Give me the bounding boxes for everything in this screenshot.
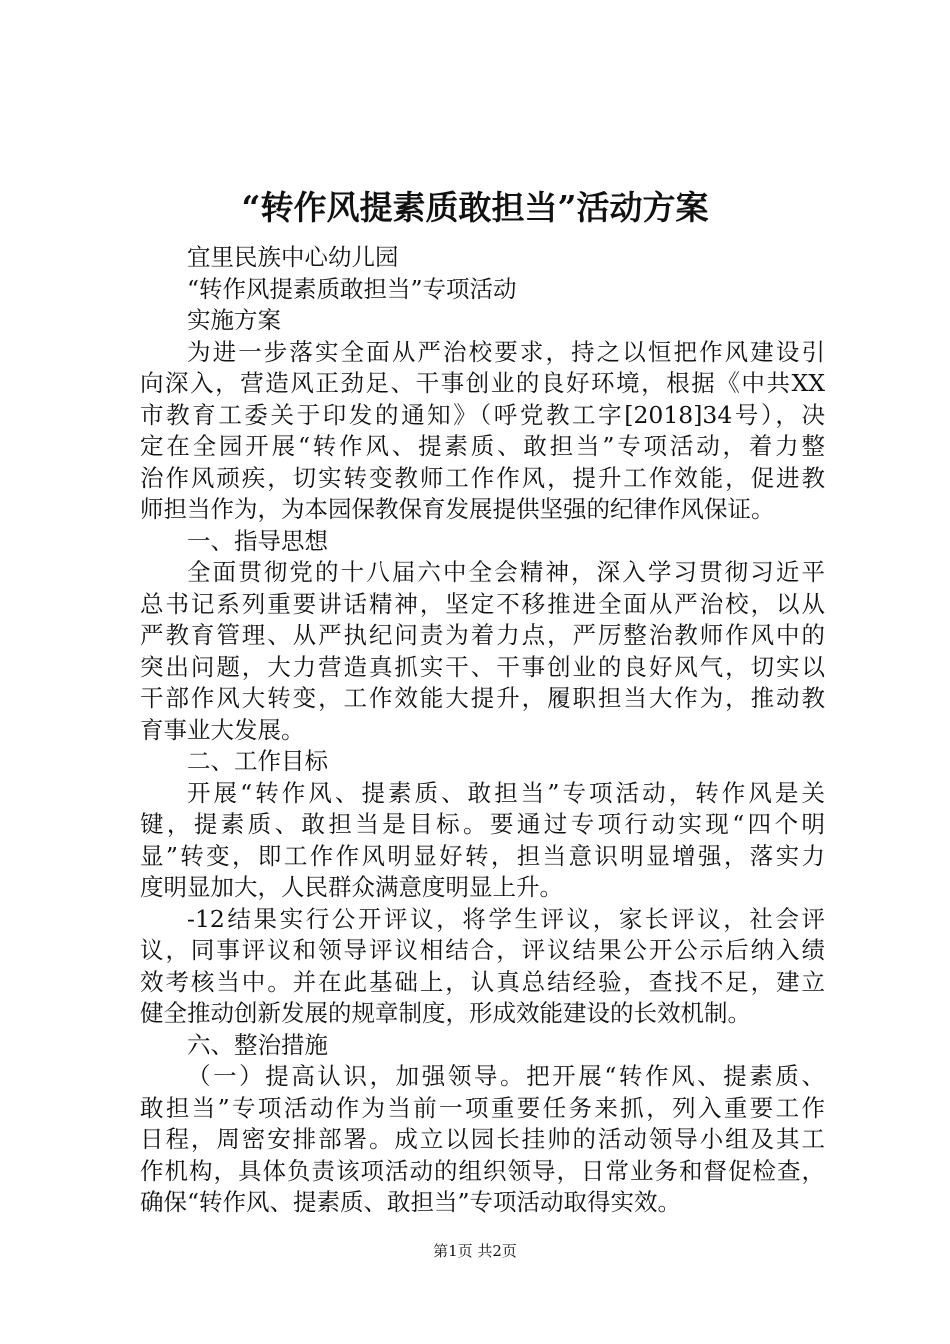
text-line: 师担当作为，为本园保教保育发展提供坚强的纪律作风保证。 [140,495,775,523]
document-body [140,242,825,1219]
text-line: （一）提高认识，加强领导。把开展“转作风、提素质、 [187,1062,825,1090]
text-line: 总书记系列重要讲话精神，坚定不移推进全面从严治校，以从 [140,589,825,618]
text-line: 向深入，营造风正劲足、干事创业的良好环境，根据《中共XX [140,369,825,397]
text-line: 全面贯彻党的十八届六中全会精神，深入学习贯彻习近平 [187,558,825,586]
text-line: 突出问题，大力营造真抓实干、干事创业的良好风气，切实以 [140,652,825,681]
text-line: 干部作风大转变，工作效能大提升，履职担当大作为，推动教 [140,684,825,712]
text-line: 键，提素质、敢担当是目标。要通过专项行动实现“四个明 [140,810,825,838]
text-line: 议，同事评议和领导评议相结合，评议结果公开公示后纳入绩 [140,936,825,964]
text-line: “转作风提素质敢担当”专项活动 [187,274,517,303]
text-line: 显”转变，即工作作风明显好转，担当意识明显增强，落实力 [140,841,825,870]
text-line: 严教育管理、从严执纪问责为着力点，严厉整治教师作风中的 [140,621,825,649]
text-line: 度明显加大，人民群众满意度明显上升。 [140,873,563,901]
text-line: 市教育工委关于印发的通知》（呼党教工字[2018]34号），决 [140,400,825,429]
text-line: 定在全园开展“转作风、提素质、敢担当”专项活动，着力整 [140,432,825,460]
text-line: 日程，周密安排部署。成立以园长挂帅的活动领导小组及其工 [140,1125,825,1153]
text-line: 育事业大发展。 [140,715,305,744]
text-line: -12结果实行公开评议，将学生评议，家长评议，社会评 [187,904,825,933]
text-line: 宜里民族中心幼儿园 [187,243,399,271]
text-line: 确保“转作风、提素质、敢担当”专项活动取得实效。 [140,1188,682,1216]
text-line: 敢担当”专项活动作为当前一项重要任务来抓，列入重要工作 [140,1093,825,1122]
text-line: 实施方案 [187,306,281,334]
text-line: 健全推动创新发展的规章制度，形成效能建设的长效机制。 [140,999,751,1027]
text-line: 治作风顽疾，切实转变教师工作作风，提升工作效能，促进教 [140,463,825,492]
page-footer: 第1页 共2页 [433,1242,517,1260]
section-heading: 二、工作目标 [187,747,328,775]
text-line: 效考核当中。并在此基础上，认真总结经验，查找不足，建立 [140,967,825,996]
text-line: 开展“转作风、提素质、敢担当”专项活动，转作风是关 [187,778,825,807]
section-heading: 六、整治措施 [187,1030,328,1059]
text-line: 为进一步落实全面从严治校要求，持之以恒把作风建设引 [187,337,825,366]
document-title: “转作风提素质敢担当”活动方案 [241,188,709,227]
section-heading: 一、指导思想 [187,526,328,555]
text-line: 作机构，具体负责该项活动的组织领导，日常业务和督促检查， [140,1156,825,1185]
